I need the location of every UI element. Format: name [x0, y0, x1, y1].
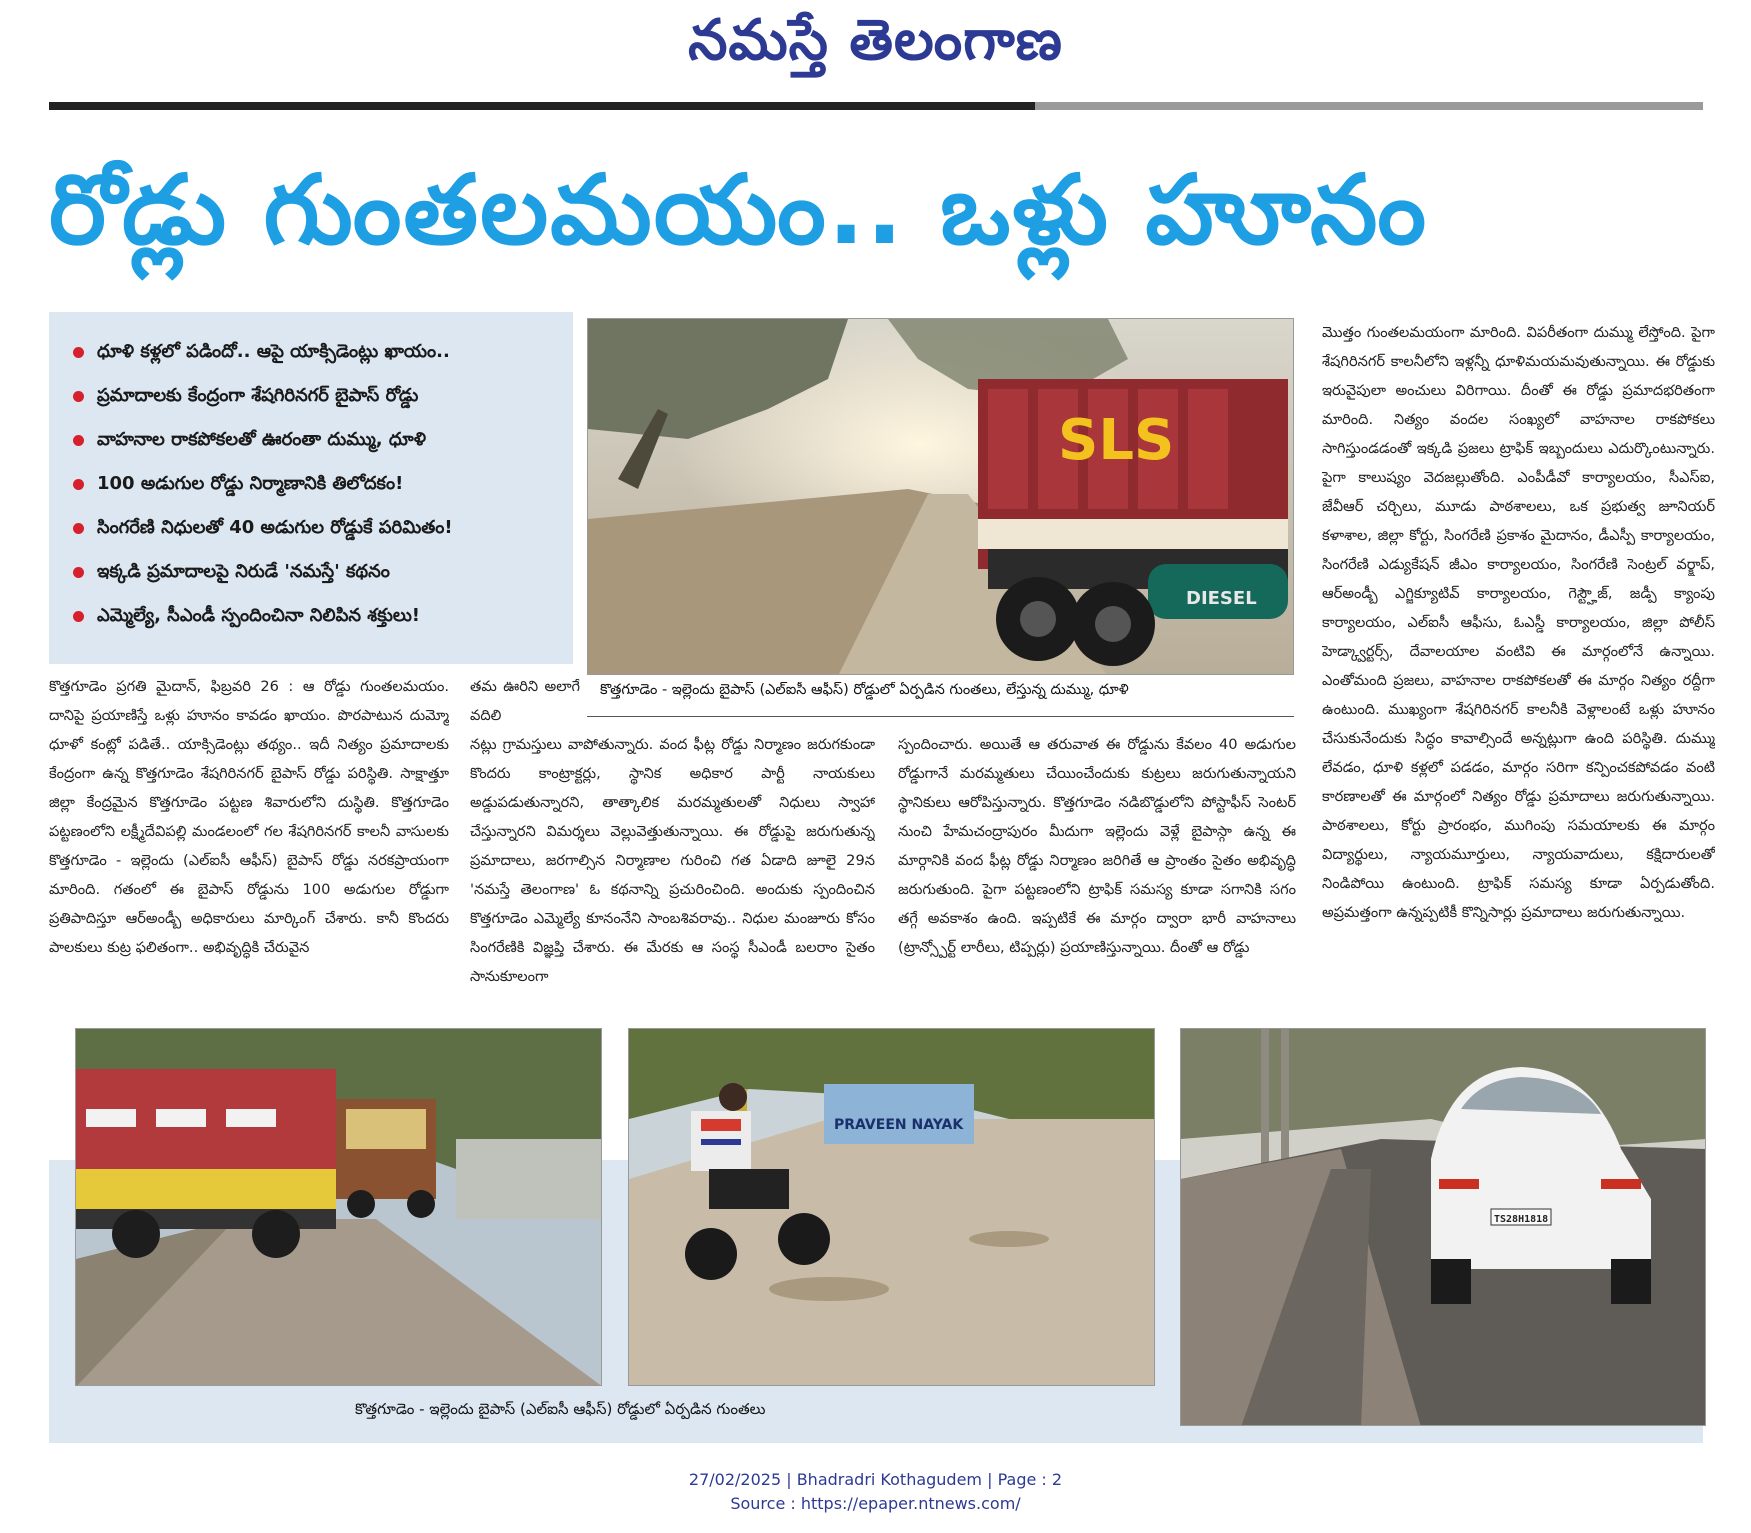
paragraph: మొత్తం గుంతలమయంగా మారింది. విపరీతంగా దుమ్ము లేస్తోంది. పైగా శేషగిరినగర్ కాలనీలోని ఇళ్లన్నీ ధూళిమయమవుతున్నాయి. ఈ రోడ్డుకు ఇరువైపులా అంచులు విరిగాయి. దీంతో ఈ రోడ్డు ప్రమాదభరితంగా మారింది. నిత్యం వందల సంఖ్యలో వాహనాల రాకపోకలు సాగిస్తుండడంతో ఇక్కడి ప్రజలు ట్రాఫిక్ ఇబ్బందులు ఎదుర్కొంటున్నారు. పైగా కాలుష్యం వెదజల్లుతోంది. ఎంపీడీవో కార్యాలయం, సీఎస్ఐ, జేవీఆర్ చర్చిలు, మూడు పాఠశాలలు, ఒక ప్రభుత్వ జూనియర్ కళాశాల, జిల్లా కోర్టు, సింగరేణి ప్రకాశం మైదానం, డీఎస్పీ కార్యాలయం, సింగరేణి ఎడ్యుకేషన్ జీఎం కార్యాలయం, సింగరేణి సెంట్రల్ వర్క్షాప్, ఆర్అండ్బీ ఎగ్జిక్యూటివ్ కార్యాలయం, గెస్ట్హౌజ్, జడ్పీ క్యాంపు కార్యాలయం, ఎల్ఐసీ ఆఫీసు, ఓఎస్డీ కార్యాలయం, జిల్లా పోలీస్ హెడ్క్వార్టర్స్, దేవాలయాల వంటివి ఈ మార్గంలోనే ఉన్నాయి. ఎంతోమంది ప్రజలు, వాహనాల రాకపోకలతో ఈ మార్గం నిత్యం రద్దీగా ఉంటుంది. ముఖ్యంగా శేషగిరినగర్ కాలనీకి వెళ్లాలంటే ఒళ్లు హూనం చేసుకునేందుకు సిద్ధం కావాల్సిందే అన్నట్లుగా ఉంది పరిస్థితి. దుమ్ము లేవడం, ధూళి కళ్లలో పడడం, మార్గం సరిగా కన్పించకపోవడం వంటి కారణాలతో ఈ మార్గంలో నిత్యం రోడ్డు ప్రమాదాలు జరుగుతున్నాయి. పాఠశాలలు, కోర్టు ప్రారంభం, ముగింపు సమయాలకు ఈ మార్గం విద్యార్థులు, న్యాయమూర్తులు, న్యాయవాదులు, కక్షిదారులతో నిండిపోయి ఉంటుంది. ట్రాఫిక్ సమస్య కూడా ఏర్పడుతోంది. అప్రమత్తంగా ఉన్నప్పటికీ కొన్నిసార్లు ప్రమాదాలు జరుగుతున్నాయి. [1322, 324, 1715, 921]
masthead-rule-accent [1035, 102, 1703, 110]
highlight-item: ఇక్కడి ప్రమాదాలపై నిరుడే 'నమస్తే' కథనం [69, 550, 553, 594]
footer-source: Source : https://epaper.ntnews.com/ [730, 1494, 1021, 1513]
highlight-item: వాహనాల రాకపోకలతో ఊరంతా దుమ్ము, ధూళి [69, 418, 553, 462]
top-photo-caption: కొత్తగూడెం - ఇల్లెందు బైపాస్ (ఎల్ఐసీ ఆఫీస్) రోడ్డులో ఏర్పడిన గుంతలు, లేస్తున్న దుమ్ము, ధూళి [600, 682, 1129, 698]
masthead: నమస్తే తెలంగాణ [688, 8, 1063, 73]
top-photo-truck [587, 318, 1294, 675]
number-plate-text: TS28H1818 [1494, 1214, 1549, 1225]
headline: రోడ్లు గుంతలమయం.. ఒళ్లు హూనం [49, 154, 1429, 266]
article-column-4 [1322, 318, 1715, 1008]
car-photo-illustration [1181, 1029, 1706, 1426]
trucks-photo-illustration [76, 1029, 602, 1386]
truck-photo-illustration [588, 319, 1294, 675]
article-column-3 [898, 730, 1296, 1008]
bottom-photo-caption: కొత్తగూడెం - ఇల్లెందు బైపాస్ (ఎల్ఐసీ ఆఫీస్) రోడ్డులో ఏర్పడిన గుంతలు [355, 1400, 766, 1418]
footer-date-page: 27/02/2025 | Bhadradri Kothagudem | Page : 2 [688, 1470, 1063, 1489]
roadside-banner-text: PRAVEEN NAYAK [834, 1117, 964, 1133]
truck-letters: SLS [1058, 408, 1175, 473]
bottom-photo-motorcycle [628, 1028, 1155, 1386]
highlight-item: ఎమ్మెల్యే, సీఎండీ స్పందించినా నిలిపిన శక్తులు! [69, 594, 553, 638]
article-column-1 [49, 672, 449, 1008]
paragraph: స్పందించారు. అయితే ఆ తరువాత ఈ రోడ్డును కేవలం 40 అడుగుల రోడ్డుగానే మరమ్మతులు చేయించేందుకు కుట్రలు జరుగుతున్నాయని స్థానికులు ఆరోపిస్తున్నారు. కొత్తగూడెం నడిబొడ్డులోని పోస్టాఫీస్ సెంటర్ నుంచి హేమచంద్రాపురం మీదుగా ఇల్లెందు వెళ్లే బైపాస్గా ఉన్న ఈ మార్గానికి వంద ఫీట్ల రోడ్డు నిర్మాణం జరిగితే ఆ ప్రాంతం సైతం అభివృద్ధి జరుగుతుంది. పైగా పట్టణంలోని ట్రాఫిక్ సమస్య కూడా సగానికి సగం తగ్గే అవకాశం ఉంది. ఇప్పటికే ఈ మార్గం ద్వారా భారీ వాహనాలు (ట్రాన్స్పోర్ట్ లారీలు, టిప్పర్లు) ప్రయాణిస్తున్నాయి. దీంతో ఆ రోడ్డు [898, 736, 1296, 956]
caption-rule [587, 716, 1294, 717]
bottom-photo-trucks [75, 1028, 602, 1386]
article-column-2-top [470, 672, 580, 730]
bottom-photo-car [1180, 1028, 1706, 1426]
highlights-box [49, 312, 573, 664]
paragraph: కొత్తగూడెం ప్రగతి మైదాన్, ఫిబ్రవరి 26 : ఆ రోడ్డు గుంతలమయం. దానిపై ప్రయాణిస్తే ఒళ్లు హూనం కావడం ఖాయం. పొరపాటున దుమ్మో ధూళో కంట్లో పడితే.. యాక్సిడెంట్లు తథ్యం.. ఇదీ నిత్యం ప్రమాదాలకు కేంద్రంగా ఉన్న కొత్తగూడెం శేషగిరినగర్ బైపాస్ రోడ్డు పరిస్థితి. సాక్షాత్తూ జిల్లా కేంద్రమైన కొత్తగూడెం పట్టణ శివారులోని దుస్థితి. కొత్తగూడెం పట్టణంలోని లక్ష్మీదేవిపల్లి మండలంలో గల శేషగిరినగర్ కాలనీ వాసులకు కొత్తగూడెం - ఇల్లెందు (ఎల్ఐసీ ఆఫీస్) బైపాస్ రోడ్డు నరకప్రాయంగా మారింది. గతంలో ఈ బైపాస్ రోడ్డును 100 అడుగుల రోడ్డుగా ప్రతిపాదిస్తూ ఆర్అండ్బీ అధికారులు మార్కింగ్ చేశారు. కానీ కొందరు పాలకులు కుట్ర ఫలితంగా.. అభివృద్ధికి చేరువైన [49, 678, 449, 956]
highlight-item: సింగరేణి నిధులతో 40 అడుగుల రోడ్డుకే పరిమితం! [69, 506, 553, 550]
highlight-item: 100 అడుగుల రోడ్డు నిర్మాణానికి తిలోదకం! [69, 462, 553, 506]
diesel-tank-text: DIESEL [1186, 588, 1257, 609]
paragraph: నట్లు గ్రామస్తులు వాపోతున్నారు. వంద ఫీట్ల రోడ్డు నిర్మాణం జరుగకుండా కొందరు కాంట్రాక్టర్లు, స్థానిక అధికార పార్టీ నాయకులు అడ్డుపడుతున్నారని, తాత్కాలిక మరమ్మతులతో నిధులు స్వాహా చేస్తున్నారని విమర్శలు వెల్లువెత్తుతున్నాయి. ఈ రోడ్డుపై జరుగుతున్న ప్రమాదాలు, జరగాల్సిన నిర్మాణాల గురించి గత ఏడాది జూలై 29న 'నమస్తే తెలంగాణ' ఓ కథనాన్ని ప్రచురించింది. అందుకు స్పందించిన కొత్తగూడెం ఎమ్మెల్యే కూనంనేని సాంబశివరావు.. నిధుల మంజూరు కోసం సింగరేణికి విజ్ఞప్తి చేశారు. ఈ మేరకు ఆ సంస్థ సీఎండీ బలరాం సైతం సానుకూలంగా [470, 736, 875, 985]
highlight-item: ధూళి కళ్లలో పడిందో.. ఆపై యాక్సిడెంట్లు ఖాయం.. [69, 330, 553, 374]
article-column-2 [470, 730, 875, 1008]
highlight-item: ప్రమాదాలకు కేంద్రంగా శేషగిరినగర్ బైపాస్ రోడ్డు [69, 374, 553, 418]
paragraph: తమ ఊరిని అలాగే వదిలి [470, 678, 580, 724]
motorcycle-photo-illustration [629, 1029, 1155, 1386]
